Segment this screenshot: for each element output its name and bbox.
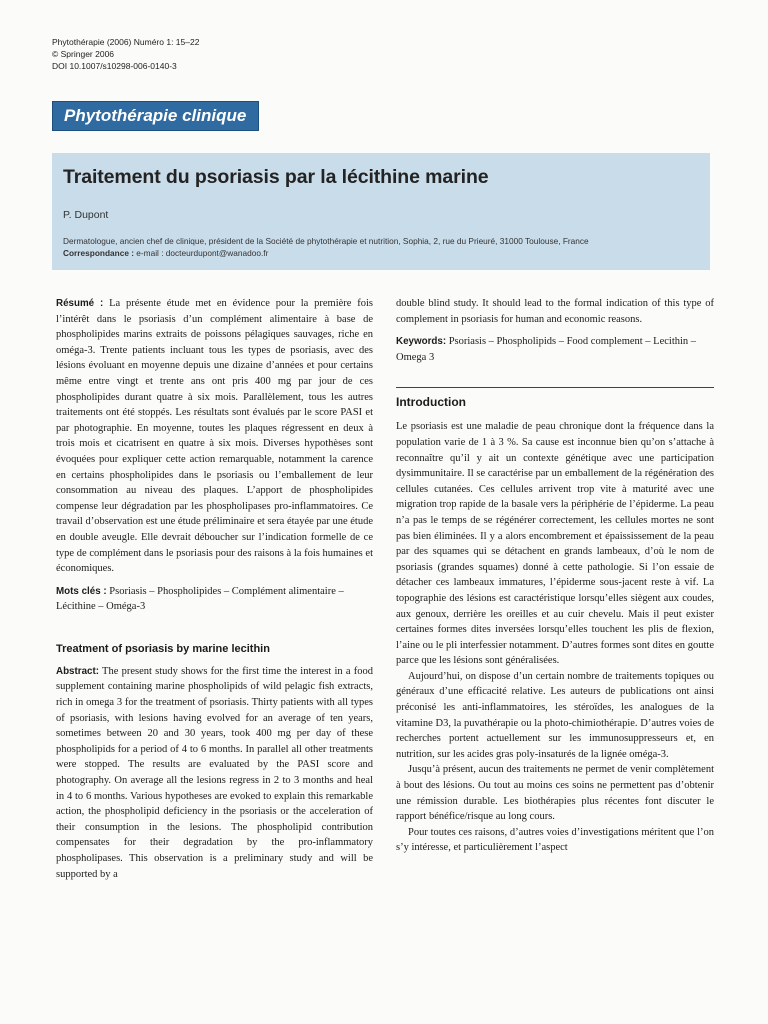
affiliation-block [63, 235, 589, 259]
resume-text: La présente étude met en évidence pour la première fois l’intérêt dans le psoriasis d’un complément alimentaire à base de phospholipides marins extraits de poissons pélagiques sauvages, riche en oméga-3. Trente patients incluant tous les types de psoriasis, avec des lésions évoluant en moyenne depuis une dizaine d’années et pour certains même entre vingt et trente ans ont pris 400 mg par jour de ces phospholipides durant quatre à six mois. Parallèlement, tous les autres traitements ont été stoppés. Les résultats sont évalués par le score PASI et par photographie. En moyenne, toutes les plaques régressent en deux à trois mois et cicatrisent en quatre à six mois. Diverses hypothèses sont évoquées pour expliquer cette action remarquable, notamment la carence en certains phospholipides dans le psoriasis ou l’emballement de leur consommation au niveau des plaques. L’apport de phospholipides compense leur dégradation par les phospholipases pro-inflammatoires. Ce travail d’observation est une étude préliminaire et sera étayée par une étude en double aveugle. Elle devrait déboucher sur l’indication formelle de ce type de complément dans le psoriasis pour des raisons à la fois humaines et économiques. [56, 298, 374, 575]
intro-paragraph: Pour toutes ces raisons, d’autres voies d’investigations méritent que l’on s’y intéresse, et particulièrement l’aspect [396, 826, 714, 854]
keywords-text: Psoriasis – Phospholipids – Food complement – Lecithin – Omega 3 [396, 336, 697, 363]
introduction-heading: Introduction [396, 395, 466, 410]
correspondence [63, 247, 589, 259]
journal-citation: Phytothérapie (2006) Numéro 1: 15–22 [52, 37, 200, 47]
mots-cles-paragraph [56, 584, 373, 615]
resume-label: Résumé : [56, 298, 104, 309]
english-title: Treatment of psoriasis by marine lecithin [56, 642, 270, 655]
intro-paragraph: Le psoriasis est une maladie de peau chronique dont la fréquence dans la population varie de 1 à 3 %. Sa cause est inconnue bien qu’on s’attache à reconnaître qu’il y ait un contexte génétique avec une participation dysimmunitaire. Il se caractérise par un emballement de la régénération des cellules cutanées. Ces cellules arrivent trop vite à maturité avec une migration trop rapide de la basale vers la périphérie de l’épiderme. La peau n’a pas le temps de se régénérer correctement, les cellules mortes ne sont pas bien éliminées. Il y a alors encombrement et épaississement de la peau par des squames qui se détachent en grands lambeaux, d’où le nom de psoriasis (grandes squames) donné à cette pathologie. Si l’on essaie de détacher ces lambeaux immatures, l’épiderme sous-jacent reste à vif. La topographie des lésions est caractéristique lorsqu’elles siègent aux coudes, aux genoux, derrière les oreilles et au cuir chevelu. Mais il peut exister certaines formes dites inversées lorsqu’elles touchent les plis de flexion, l’aine ou le pli interfessier notamment. D’autres formes sont dites en goutte parce que les lésions sont généralisées. [396, 421, 714, 667]
correspondence-label: Correspondance : [63, 248, 134, 258]
right-column [396, 296, 714, 856]
journal-metadata [52, 36, 199, 72]
abstract-paragraph [56, 664, 373, 882]
article-title: Traitement du psoriasis par la lécithine marine [63, 166, 489, 188]
resume-paragraph [56, 296, 373, 577]
abstract-label: Abstract: [56, 665, 100, 677]
copyright-line: © Springer 2006 [52, 49, 115, 59]
mots-cles-label: Mots clés : [56, 585, 107, 597]
left-column [56, 296, 373, 882]
doi-line: DOI 10.1007/s10298-006-0140-3 [52, 61, 177, 71]
section-tag: Phytothérapie clinique [52, 101, 259, 131]
mots-cles-text: Psoriasis – Phospholipides – Complément alimentaire – Lécithine – Oméga-3 [56, 585, 344, 613]
title-box [52, 153, 710, 270]
keywords-label: Keywords: [396, 336, 447, 348]
abstract-text: The present study shows for the first time the interest in a food supplement containing marine phospholipids of wild pelagic fish extracts, rich in omega 3 for the treatment of psoriasis. Thirty patients with all types of psoriasis, with lesions having evolved for an average of ten years, sometimes between 20 and 30 years, took 400 mg per day of these phospholipids for a period of 4 to 6 months. In parallel all other treatments were stopped. The results are evaluated by the PASI score and photography. On average all the lesions regress in 2 to 3 months and heal in 4 to 6 months. Various hypotheses are evoked to explain this remarkable action, the phospholipid deficiency in the psoriasis or the acceleration of their consumption in the lesions. The phospholipid contribution compensates for their degradation by the pro-inflammatory phospholipases. This observation is a preliminary study and will be supported by a [56, 665, 373, 880]
abstract-continuation: double blind study. It should lead to the formal indication of this type of complement in psoriasis for human and economic reasons. [396, 298, 714, 325]
author-name: P. Dupont [63, 209, 109, 221]
section-divider [396, 387, 714, 388]
keywords-paragraph [396, 334, 714, 365]
intro-paragraph: Jusqu’à présent, aucun des traitements ne permet de venir complètement à bout des lésions. Ou tout au moins ces soins ne permettent pas d’obtenir une rémission durable. Les biothérapies plus récentes font discuter le rapport bénéfice/risque au long cours. [396, 764, 714, 823]
correspondence-email: e-mail : docteurdupont@wanadoo.fr [134, 248, 269, 258]
affiliation: Dermatologue, ancien chef de clinique, président de la Société de phytothérapie et nutrition, Sophia, 2, rue du Prieuré, 31000 Toulouse, France [63, 236, 589, 246]
intro-paragraph: Aujourd’hui, on dispose d’un certain nombre de traitements topiques ou généraux d’une efficacité relative. Les auteurs de publications ont ainsi préconisé les anti-inflammatoires, les stéroïdes, les analogues de la vitamine D3, la puvathérapie ou la photo-chimiothérapie. D’autres voies de recherches portent actuellement sur les immunosuppresseurs et, en nutrition, sur les acides gras poly-insaturés de la lignée oméga-3. [396, 670, 714, 760]
